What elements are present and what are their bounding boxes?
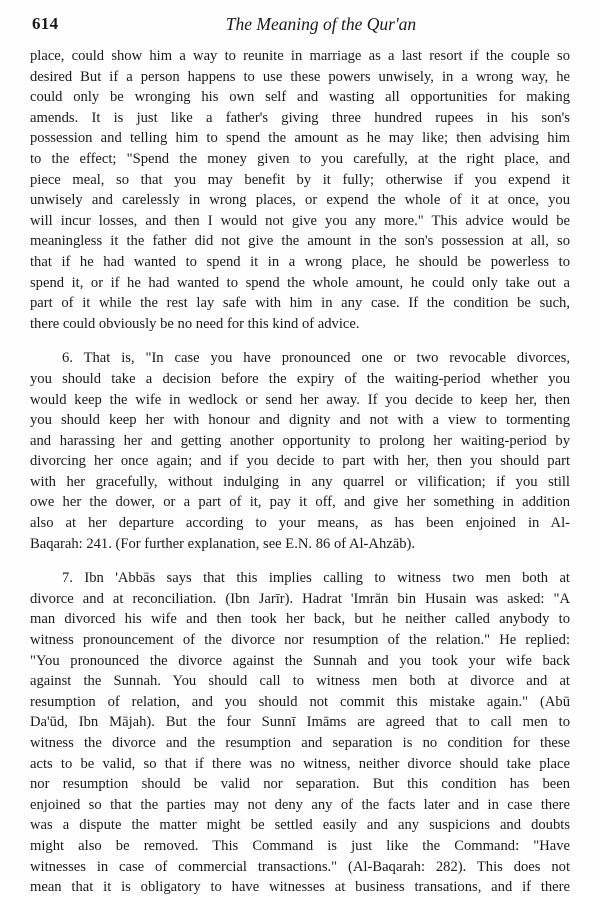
text-line: witnesses in case of commercial transactions." (Al-Baqarah: 282). This does not [30, 858, 570, 875]
text-line: owe her the dower, or a part of it, pay it off, and give her something in addition [30, 494, 570, 511]
text-line: divorcing her once again; and if you decide to part with her, then you should part [30, 453, 570, 470]
footnote-6 [30, 348, 570, 554]
text-line: nor resumption should be valid nor separation. But this condition has been [30, 776, 570, 793]
paragraph-gap [30, 334, 570, 348]
text-line: divorce and at reconciliation. (Ibn Jarīr). Hadrat 'Imrān bin Husain was asked: "A [30, 590, 570, 607]
page-header [32, 14, 570, 40]
text-line: and harassing her and getting another opportunity to prolong her waiting-period by [30, 432, 570, 449]
text-line: amends. It is just like a father's giving three hundred rupees in his son's [30, 109, 570, 126]
text-line: you should take a decision before the expiry of the waiting-period whether you [30, 370, 570, 387]
text-line: to the effect; "Spend the money given to you carefully, at the right place, and [30, 150, 570, 167]
text-line: witness the divorce and the resumption and separation is no condition for these [30, 735, 570, 751]
text-line: enjoined so that the parties may not deny any of the facts later and in case there [30, 796, 570, 813]
running-title: The Meaning of the Qur'an [225, 14, 417, 34]
text-line: acts to be valid, so that if there was no witness, neither divorce should take place [30, 755, 570, 772]
page-number: 614 [32, 14, 59, 33]
text-line: witness pronouncement of the divorce nor resumption of the relation." He replied: [30, 632, 570, 649]
text-line: man divorced his wife and then took her back, but he neither called anybody to [30, 611, 570, 628]
text-line: spend it, or if he had wanted to spend the whole amount, he could only take out a [30, 274, 570, 291]
text-line: was a dispute the matter might be settled easily and any suspicions and doubts [30, 817, 570, 834]
text-line: also at her departure according to your means, as has been enjoined in Al- [30, 515, 570, 532]
paragraph-gap [30, 554, 570, 568]
text-line: unwisely and carelessly in wrong places, or expend the whole of it at once, you [30, 192, 570, 209]
text-line: with her gracefully, without indulging in any quarrel or vilification; if you still [30, 473, 570, 490]
text-line: will incur losses, and then I would not give you any more." This advice would be [30, 212, 570, 229]
body-text [30, 46, 570, 898]
text-line: resumption of relation, and you should not commit this mistake again." (Abū [30, 693, 570, 710]
text-line: there could obviously be no need for this kind of advice. [30, 315, 360, 332]
text-line: meaningless it the father did not give the amount in the son's possession at all, so [30, 233, 570, 250]
text-line: part of it while the rest lay safe with him in any case. If the condition be such, [30, 295, 570, 312]
text-line: mean that it is obligatory to have witnesses at business transations, and if there [30, 879, 570, 896]
text-line: Baqarah: 241. (For further explanation, see E.N. 86 of Al-Ahzāb). [30, 535, 415, 552]
text-line: "You pronounced the divorce against the Sunnah and you took your wife back [30, 652, 570, 669]
text-line: place, could show him a way to reunite in marriage as a last resort if the couple so [30, 48, 570, 64]
text-line: desired But if a person happens to use these powers unwisely, in a wrong way, he [30, 68, 570, 85]
text-line: against the Sunnah. You should call to witness men both at divorce and at [30, 673, 570, 690]
text-line: piece meal, so that you may benefit by it fully; otherwise if you expend it [30, 171, 570, 188]
text-line: could only be wronging his own self and wasting all opportunities for making [30, 89, 570, 106]
paragraph-continuation [30, 46, 570, 334]
text-line: possession and telling him to spend the amount as he may like; then advising him [30, 130, 570, 147]
text-line: 7. Ibn 'Abbās says that this implies calling to witness two men both at [62, 570, 570, 587]
text-line: might also be removed. This Command is just like the Command: "Have [30, 837, 570, 854]
text-line: that if he had wanted to spend it in a wrong place, he should be powerless to [30, 253, 570, 270]
footnote-7 [30, 568, 570, 898]
text-line: Da'ūd, Ibn Mājah). But the four Sunnī Imāms are agreed that to call men to [30, 714, 570, 731]
text-line: 6. That is, "In case you have pronounced one or two revocable divorces, [62, 350, 570, 367]
text-line: you should keep her with honour and dignity and not with a view to tormenting [30, 412, 570, 429]
text-line: would keep the wife in wedlock or send her away. If you decide to keep her, then [30, 391, 570, 408]
